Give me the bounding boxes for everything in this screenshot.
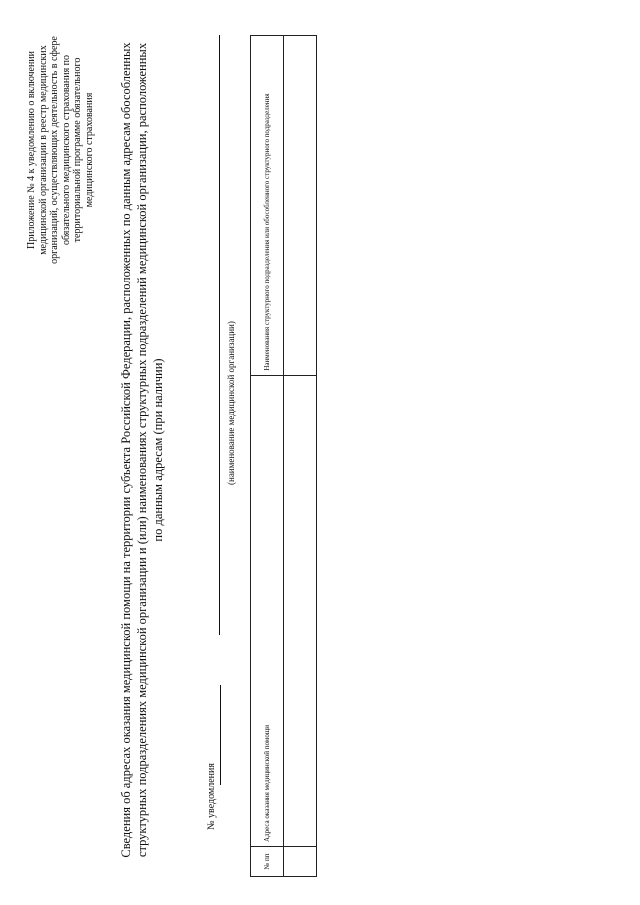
table-cell-address[interactable] <box>284 375 317 846</box>
appendix-line: Приложение № 4 к уведомлению о включении <box>26 50 37 250</box>
column-header-subdivision: Наименования структурного подразделения или обособленного структурного подразделения <box>251 36 284 376</box>
table-header-row <box>251 36 284 877</box>
organization-name-field[interactable] <box>219 35 220 635</box>
column-header-address: Адреса оказания медицинской помощи <box>251 375 284 846</box>
addresses-table <box>250 35 317 877</box>
document-title <box>118 20 166 880</box>
table-row <box>284 36 317 877</box>
organization-name-caption: (наименование медицинской организации) <box>226 321 236 485</box>
title-line: Сведения об адресах оказания медицинской помощи на территории субъекта Российской Федерации, расположенных по данным адресам обособленных <box>119 42 133 858</box>
table-cell-subdivision[interactable] <box>284 36 317 376</box>
table-cell-number[interactable] <box>284 847 317 877</box>
title-line: по данным адресам (при наличии) <box>151 358 165 542</box>
appendix-line: обязательного медицинского страхования по <box>60 54 72 246</box>
title-line: структурных подразделениях медицинской организации и (или) наименованиях структурных подразделений медицинской организации, расположенных <box>135 42 149 858</box>
notice-number-label: № уведомления <box>206 763 217 830</box>
column-header-number: № пп <box>251 847 284 877</box>
appendix-line: медицинской организации в реестр медицинских <box>37 45 49 255</box>
appendix-line: медицинского страхования <box>83 92 95 208</box>
appendix-note <box>26 25 95 275</box>
appendix-line: территориальной программе обязательного <box>72 57 83 243</box>
appendix-line: организаций, осуществляющих деятельность в сфере <box>49 36 60 264</box>
notice-number-field[interactable] <box>220 685 221 785</box>
